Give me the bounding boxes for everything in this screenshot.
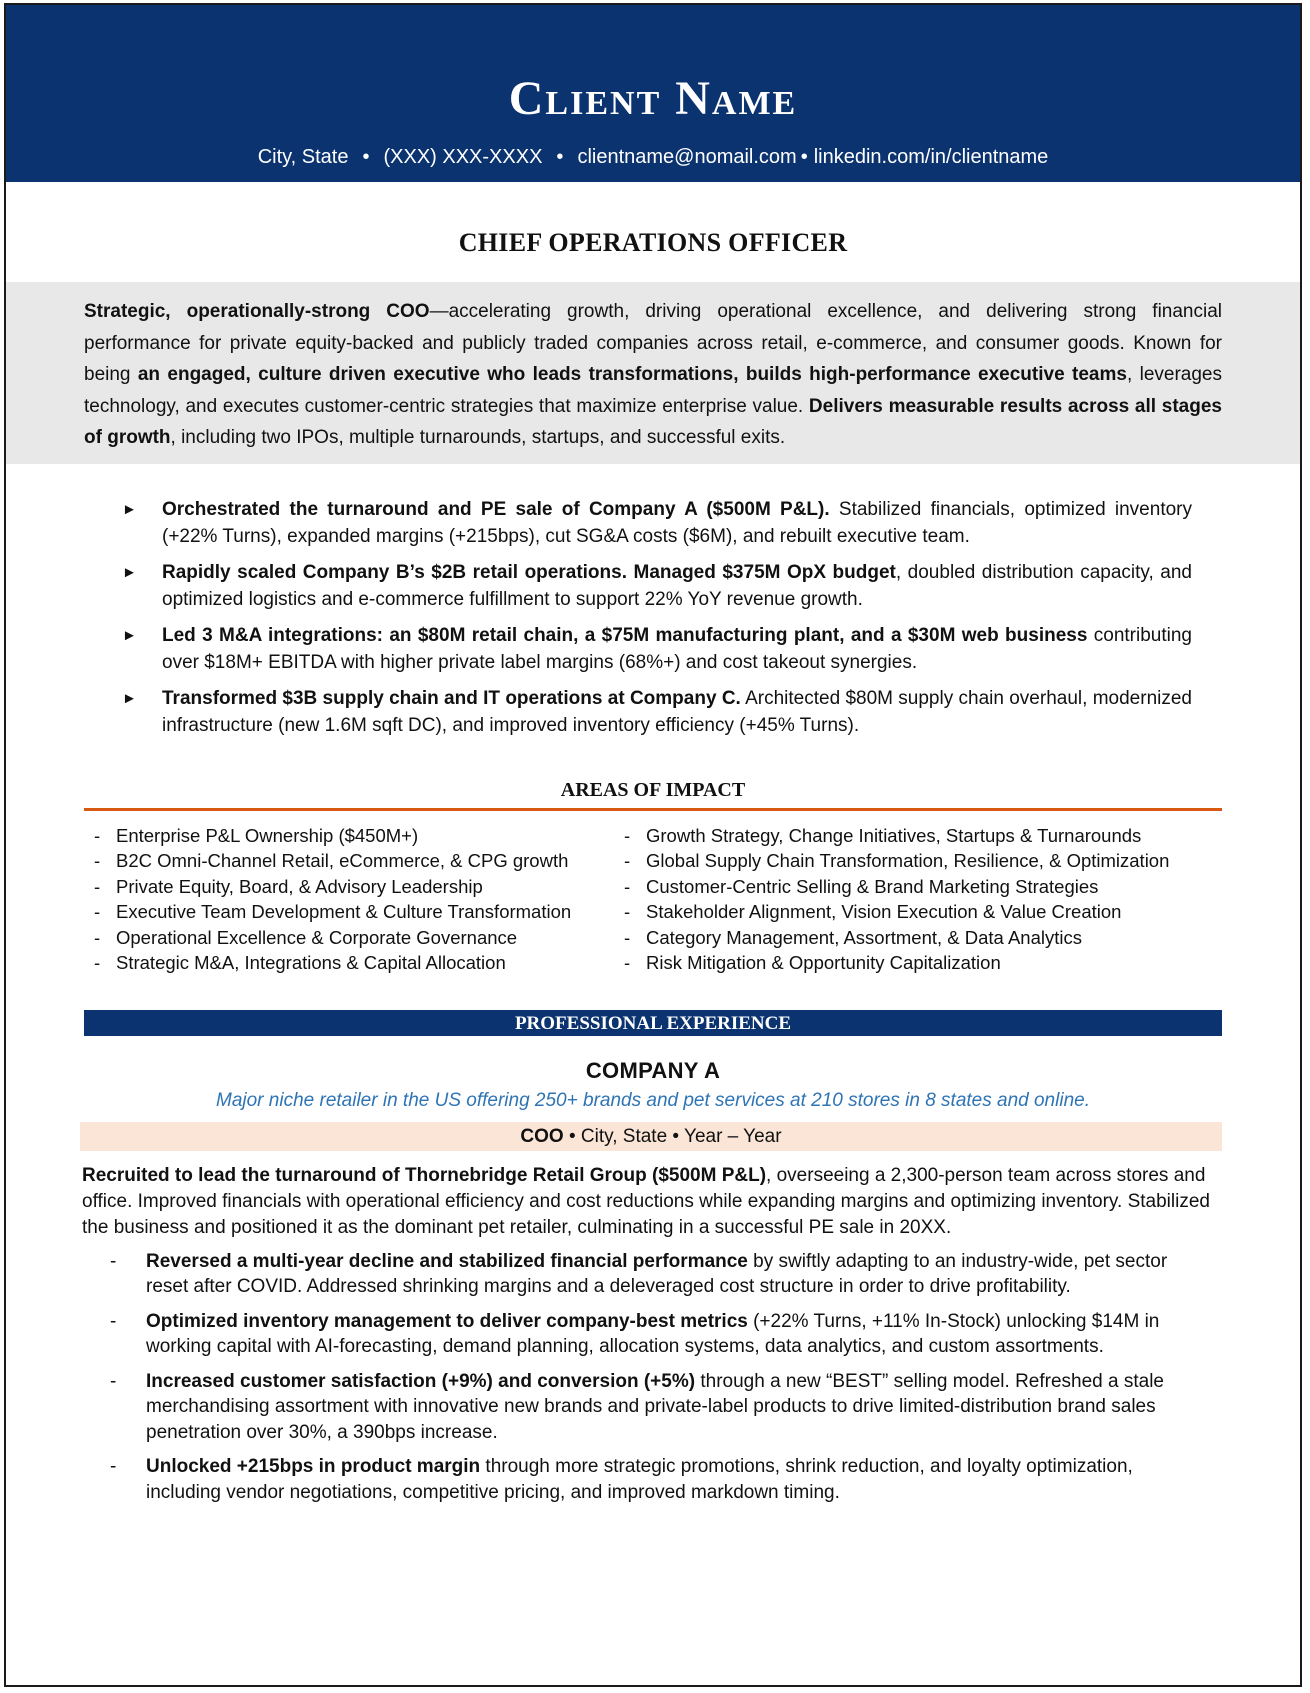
impact-item-text: B2C Omni-Channel Retail, eCommerce, & CPG growth	[116, 850, 569, 871]
dash-bullet-icon: -	[94, 850, 101, 871]
impact-item-text: Stakeholder Alignment, Vision Execution & Value Creation	[646, 901, 1122, 922]
highlight-text: contributing over $18M+ EBITDA with higher private label margins (68%+) and cost takeout synergies.	[162, 624, 1192, 673]
impact-item	[624, 925, 1154, 951]
dash-bullet-icon: -	[110, 1250, 117, 1272]
impact-item-text: Global Supply Chain Transformation, Resilience, & Optimization	[646, 850, 1170, 871]
bullet-separator: •	[362, 146, 370, 168]
role-intro-text: , overseeing a 2,300-person team across stores and office. Improved financials with operational efficiency and cost reductions while expanding margins and optimizing inventory. Stabilized the business and positioned it as the dominant pet retailer, culminating in a successful PE sale in 20XX.	[82, 1164, 1210, 1238]
dash-bullet-icon: -	[624, 850, 631, 871]
impact-item	[624, 950, 1154, 976]
highlight-item	[118, 622, 1192, 676]
achievement-text: through more strategic promotions, shrink reduction, and loyalty optimization, including vendor negotiations, competitive pricing, and improved markdown timing.	[146, 1456, 1133, 1503]
impact-column-left	[94, 823, 624, 976]
achievement-bold: Reversed a multi-year decline and stabilized financial performance	[146, 1250, 748, 1272]
role-intro-bold: Recruited to lead the turnaround of Thornebridge Retail Group ($500M P&L)	[82, 1164, 767, 1186]
highlight-bold: Rapidly scaled Company B’s $2B retail operations. Managed $375M OpX budget	[162, 561, 896, 583]
impact-item	[94, 823, 624, 849]
areas-of-impact-heading: AREAS OF IMPACT	[84, 779, 1222, 811]
highlight-text: Stabilized financials, optimized inventory (+22% Turns), expanded margins (+215bps), cut SG&A costs ($6M), and rebuilt executive team.	[162, 498, 1192, 547]
summary-paragraph	[6, 282, 1300, 464]
bullet-separator: •	[568, 1125, 576, 1147]
role-bar	[80, 1122, 1222, 1151]
dash-bullet-icon: -	[624, 926, 631, 948]
impact-item	[94, 925, 624, 951]
impact-column-right	[624, 823, 1170, 976]
achievement-list	[6, 1249, 1300, 1506]
company-name: COMPANY A	[585, 1057, 721, 1083]
client-name: Client Name	[508, 72, 798, 125]
achievement-bold: Increased customer satisfaction (+9%) and conversion (+5%)	[146, 1370, 696, 1392]
dash-bullet-icon: -	[94, 824, 101, 846]
achievement-item	[106, 1309, 1196, 1360]
triangle-bullet-icon: ►	[122, 563, 137, 581]
impact-item	[94, 950, 624, 976]
impact-item-text: Category Management, Assortment, & Data Analytics	[646, 926, 1082, 948]
impact-item-text: Risk Mitigation & Opportunity Capitalization	[646, 952, 1001, 973]
dash-bullet-icon: -	[624, 824, 631, 846]
bullet-separator: •	[672, 1125, 680, 1147]
highlight-item	[118, 685, 1192, 739]
highlight-text: , doubled distribution capacity, and optimized logistics and e-commerce fulfillment to support 22% YoY revenue growth.	[162, 561, 1192, 610]
contact-phone: (XXX) XXX-XXXX	[383, 146, 543, 168]
highlight-item	[118, 559, 1192, 613]
role-dates: Year – Year	[684, 1125, 782, 1147]
achievement-text: through a new “BEST” selling model. Refreshed a stale merchandising assortment with innovative new brands and private-label products to drive limited-distribution brand sales penetration over 30%, a 390bps increase.	[146, 1370, 1164, 1443]
dash-bullet-icon: -	[94, 926, 101, 948]
impact-item-text: Private Equity, Board, & Advisory Leadership	[116, 875, 483, 897]
highlight-bold: Orchestrated the turnaround and PE sale of Company A ($500M P&L).	[162, 498, 830, 520]
impact-item-text: Growth Strategy, Change Initiatives, Startups & Turnarounds	[646, 824, 1142, 846]
achievement-item	[106, 1369, 1196, 1446]
achievement-item	[106, 1454, 1196, 1505]
summary-bold-text: Strategic, operationally-strong COO	[84, 301, 430, 322]
impact-item	[624, 874, 1154, 900]
highlight-bold: Transformed $3B supply chain and IT operations at Company C.	[162, 687, 741, 709]
triangle-bullet-icon: ►	[122, 626, 137, 644]
achievement-item	[106, 1249, 1196, 1300]
company-description: Major niche retailer in the US offering 250+ brands and pet services at 210 stores in 8 states and online.	[216, 1089, 1090, 1111]
triangle-bullet-icon: ►	[122, 689, 137, 707]
dash-bullet-icon: -	[94, 952, 101, 973]
achievement-bold: Optimized inventory management to deliver company-best metrics	[146, 1310, 748, 1332]
achievement-text: by swiftly adapting to an industry-wide, pet sector reset after COVID. Addressed shrinking margins and a deleveraged cost structure in order to drive profitability.	[146, 1250, 1168, 1297]
impact-item	[94, 848, 624, 874]
summary-text: —accelerating growth, driving operational excellence, and delivering strong financial performance for private equity-backed and publicly traded companies across retail, e-commerce, and consumer goods. Known for being	[84, 301, 1222, 385]
contact-linkedin[interactable]: linkedin.com/in/clientname	[813, 146, 1049, 168]
impact-item	[94, 874, 624, 900]
resume-page	[4, 3, 1302, 1687]
job-title: CHIEF OPERATIONS OFFICER	[458, 228, 848, 257]
impact-item-text: Enterprise P&L Ownership ($450M+)	[116, 824, 419, 846]
impact-item	[624, 848, 1170, 874]
bullet-separator: •	[556, 146, 564, 168]
resume-header	[6, 5, 1300, 182]
dash-bullet-icon: -	[624, 952, 631, 973]
impact-item-text: Executive Team Development & Culture Transformation	[116, 901, 572, 922]
achievement-bold: Unlocked +215bps in product margin	[146, 1456, 481, 1477]
impact-item	[624, 823, 1154, 849]
role-title: COO	[520, 1125, 564, 1147]
dash-bullet-icon: -	[110, 1456, 117, 1477]
areas-of-impact-grid	[94, 823, 1300, 976]
impact-item-text: Customer-Centric Selling & Brand Marketing Strategies	[646, 875, 1099, 897]
dash-bullet-icon: -	[624, 901, 631, 922]
contact-line	[6, 147, 1300, 167]
highlight-text: Architected $80M supply chain overhaul, modernized infrastructure (new 1.6M sqft DC), and improved inventory efficiency (+45% Turns).	[162, 687, 1192, 736]
summary-bold-text: an engaged, culture driven executive who leads transformations, builds high-performance executive teams	[137, 364, 1127, 385]
dash-bullet-icon: -	[110, 1310, 117, 1332]
highlight-item	[118, 496, 1192, 550]
impact-item-text: Operational Excellence & Corporate Governance	[116, 926, 518, 948]
professional-experience-heading: PROFESSIONAL EXPERIENCE	[84, 1010, 1222, 1036]
bullet-separator: •	[800, 146, 808, 168]
contact-city: City, State	[257, 146, 349, 168]
triangle-bullet-icon: ►	[122, 500, 137, 518]
summary-text: , leverages technology, and executes customer-centric strategies that maximize enterprise value.	[84, 364, 1222, 417]
dash-bullet-icon: -	[94, 901, 101, 922]
highlight-bold: Led 3 M&A integrations: an $80M retail chain, a $75M manufacturing plant, and a $30M web business	[162, 624, 1088, 646]
dash-bullet-icon: -	[94, 875, 101, 897]
dash-bullet-icon: -	[110, 1370, 117, 1392]
impact-item	[624, 899, 1154, 925]
summary-text: , including two IPOs, multiple turnarounds, startups, and successful exits.	[170, 427, 786, 448]
achievement-text: (+22% Turns, +11% In-Stock) unlocking $14M in working capital with AI-forecasting, demand planning, allocation systems, data analytics, and custom assortments.	[146, 1310, 1160, 1357]
highlights-list	[6, 496, 1300, 739]
dash-bullet-icon: -	[624, 875, 631, 897]
impact-item-text: Strategic M&A, Integrations & Capital Allocation	[116, 952, 506, 973]
role-intro	[82, 1163, 1218, 1241]
contact-email[interactable]: clientname@nomail.com	[577, 146, 797, 168]
impact-item	[94, 899, 624, 925]
summary-bold-text: Delivers measurable results across all stages of growth	[84, 395, 1222, 448]
role-location: City, State	[580, 1125, 668, 1147]
